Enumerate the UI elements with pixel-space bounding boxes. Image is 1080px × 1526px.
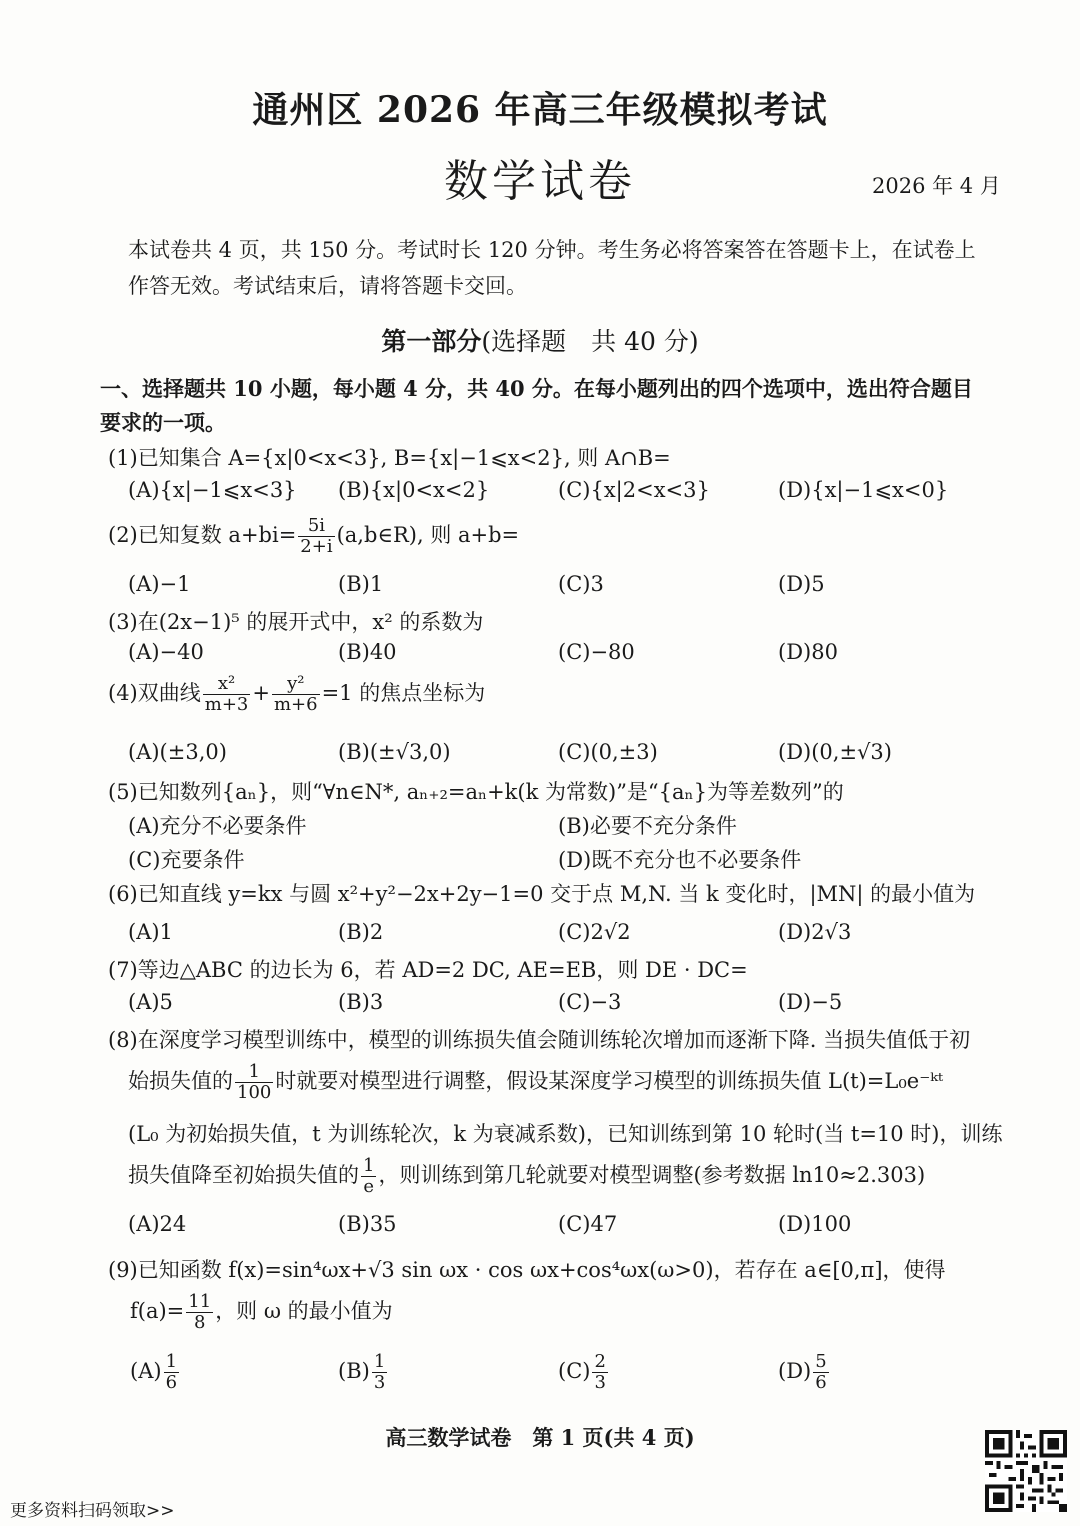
q4-den2: m+6	[273, 694, 318, 715]
q9-option-b	[338, 1352, 389, 1393]
q5-option-a: (A)充分不必要条件	[128, 814, 307, 838]
q9-b-frac	[372, 1352, 387, 1393]
q8-line-4a: 损失值降至初始损失值的	[128, 1163, 359, 1187]
q2-suffix: (a,b∈R), 则 a+b=	[336, 523, 520, 547]
q4-option-b: (B)(±√3,0)	[338, 740, 451, 764]
q9-num: 11	[188, 1291, 212, 1312]
q6-option-c: (C)2√2	[558, 920, 631, 944]
q1-option-a: (A){x|−1⩽x<3}	[128, 478, 297, 502]
q8-fraction-1-e	[361, 1156, 376, 1197]
q5-option-b: (B)必要不充分条件	[558, 814, 737, 838]
q9-b-den: 3	[373, 1372, 386, 1393]
q7-option-d: (D)−5	[778, 990, 843, 1014]
part-subtitle: (选择题 共 40 分)	[481, 327, 699, 356]
q4-prefix: (4)双曲线	[108, 681, 201, 705]
part-title: 第一部分	[381, 327, 482, 356]
q8-fraction-1-100	[235, 1062, 273, 1103]
q4-num2: y²	[272, 674, 320, 695]
q3-option-a: (A)−40	[128, 640, 204, 664]
q9-option-c	[558, 1352, 610, 1393]
q9-fraction-11-8	[186, 1292, 213, 1333]
exam-date: 2026 年 4 月	[872, 174, 1001, 198]
q3-option-d: (D)80	[778, 640, 838, 664]
q9-line-1: (9)已知函数 f(x)=sin⁴ωx+√3 sin ωx · cos ωx+cos⁴ωx(ω>0)，若存在 a∈[0,π]，使得	[108, 1258, 946, 1282]
q6-option-a: (A)1	[128, 920, 173, 944]
instructions: 本试卷共 4 页，共 150 分。考试时长 120 分钟。考生务必将答案答在答题卡上，在试卷上作答无效。考试结束后，请将答题卡交回。	[128, 238, 976, 298]
q9-line-2a: f(a)=	[130, 1299, 185, 1323]
q9-b-num: 1	[373, 1351, 386, 1372]
q8-line-2a: 始损失值的	[128, 1069, 233, 1093]
q2-stem	[108, 516, 519, 557]
page-footer: 高三数学试卷 第 1 页(共 4 页)	[385, 1425, 695, 1450]
q5-stem: (5)已知数列{aₙ}，则“∀n∈N*, aₙ₊₂=aₙ+k(k 为常数)”是“{aₙ}为等差数列”的	[108, 780, 844, 804]
part-heading	[0, 322, 1080, 358]
q2-fraction	[298, 516, 334, 557]
q9-c-den: 3	[594, 1372, 606, 1393]
q1-option-b: (B){x|0<x<2}	[338, 478, 490, 502]
section-heading: 一、选择题共 10 小题，每小题 4 分，共 40 分。在每小题列出的四个选项中，选出符合题目要求的一项。	[100, 376, 973, 435]
q8-line-1: (8)在深度学习模型训练中，模型的训练损失值会随训练轮次增加而逐渐下降. 当损失值低于初	[108, 1028, 971, 1052]
q2-option-a: (A)−1	[128, 572, 191, 596]
paper-subtitle: 数学试卷	[444, 156, 636, 207]
q7-stem: (7)等边△ABC 的边长为 6，若 AD=2 DC, AE=EB，则 DE · DC=	[108, 958, 748, 982]
q8-line-3: (L₀ 为初始损失值，t 为训练轮次，k 为衰减系数)，已知训练到第 10 轮时(当 t=10 时)，训练	[128, 1122, 1003, 1146]
q6-option-d: (D)2√3	[778, 920, 852, 944]
q4-den1: m+3	[204, 694, 249, 715]
q1-option-d: (D){x|−1⩽x<0}	[778, 478, 949, 502]
q4-suffix: =1 的焦点坐标为	[321, 681, 486, 705]
q9-d-label: (D)	[778, 1359, 812, 1383]
q3-option-b: (B)40	[338, 640, 397, 664]
q4-num1: x²	[203, 674, 251, 695]
q8-num: 1	[235, 1062, 273, 1083]
q8-line-4b: ，则训练到第几轮就要对模型调整(参考数据 ln10≈2.303)	[378, 1163, 926, 1187]
q9-d-frac	[813, 1352, 828, 1393]
q3-option-c: (C)−80	[558, 640, 635, 664]
q8-line-2	[128, 1062, 943, 1103]
qr-code-icon[interactable]	[985, 1430, 1067, 1512]
q1-option-c: (C){x|2<x<3}	[558, 478, 710, 502]
q7-option-c: (C)−3	[558, 990, 622, 1014]
q4-stem	[108, 674, 485, 715]
q3-stem: (3)在(2x−1)⁵ 的展开式中，x² 的系数为	[108, 610, 484, 634]
q9-line-2b: ，则 ω 的最小值为	[215, 1299, 393, 1323]
q7-option-a: (A)5	[128, 990, 173, 1014]
q1-stem: (1)已知集合 A={x|0<x<3}, B={x|−1⩽x<2}, 则 A∩B=	[108, 446, 671, 470]
q9-b-label: (B)	[338, 1359, 370, 1383]
q9-c-label: (C)	[558, 1359, 591, 1383]
q8-option-d: (D)100	[778, 1212, 852, 1236]
q4-fraction-2	[272, 674, 320, 715]
q6-option-b: (B)2	[338, 920, 384, 944]
q8-den: 100	[237, 1082, 272, 1103]
side-note: 更多资料扫码领取>>	[10, 1501, 175, 1521]
q9-a-num: 1	[165, 1351, 178, 1372]
q9-option-a	[130, 1352, 181, 1393]
exam-title: 通州区 2026 年高三年级模拟考试	[252, 89, 828, 131]
q2-option-d: (D)5	[778, 572, 825, 596]
q2-option-b: (B)1	[338, 572, 384, 596]
q8-option-b: (B)35	[338, 1212, 397, 1236]
q2-den: 2+i	[300, 536, 333, 557]
q8-e-num: 1	[363, 1155, 375, 1176]
q8-option-c: (C)47	[558, 1212, 618, 1236]
q4-plus: +	[252, 681, 270, 705]
q7-option-b: (B)3	[338, 990, 384, 1014]
q9-c-num: 2	[594, 1351, 606, 1372]
q5-option-d: (D)既不充分也不必要条件	[558, 848, 802, 872]
q2-option-c: (C)3	[558, 572, 604, 596]
q2-prefix: (2)已知复数 a+bi=	[108, 523, 297, 547]
q8-line-2b: 时就要对模型进行调整，假设某深度学习模型的训练损失值 L(t)=L₀e⁻ᵏᵗ	[275, 1069, 944, 1093]
q4-option-a: (A)(±3,0)	[128, 740, 227, 764]
q8-option-a: (A)24	[128, 1212, 187, 1236]
q9-d-num: 5	[815, 1351, 827, 1372]
q9-line-2	[130, 1292, 393, 1333]
q9-a-frac	[164, 1352, 179, 1393]
q5-option-c: (C)充要条件	[128, 848, 245, 872]
q6-stem: (6)已知直线 y=kx 与圆 x²+y²−2x+2y−1=0 交于点 M,N. 当 k 变化时，|MN| 的最小值为	[108, 882, 976, 906]
q9-c-frac	[592, 1352, 607, 1393]
q8-e-den: e	[363, 1176, 375, 1197]
q9-den: 8	[194, 1312, 206, 1333]
q8-line-4	[128, 1156, 925, 1197]
q4-option-c: (C)(0,±3)	[558, 740, 658, 764]
q9-option-d	[778, 1352, 831, 1393]
q9-a-label: (A)	[130, 1359, 162, 1383]
q9-a-den: 6	[165, 1372, 178, 1393]
q9-d-den: 6	[815, 1372, 827, 1393]
q4-fraction-1	[203, 674, 251, 715]
q2-num: 5i	[298, 516, 334, 537]
q4-option-d: (D)(0,±√3)	[778, 740, 892, 764]
